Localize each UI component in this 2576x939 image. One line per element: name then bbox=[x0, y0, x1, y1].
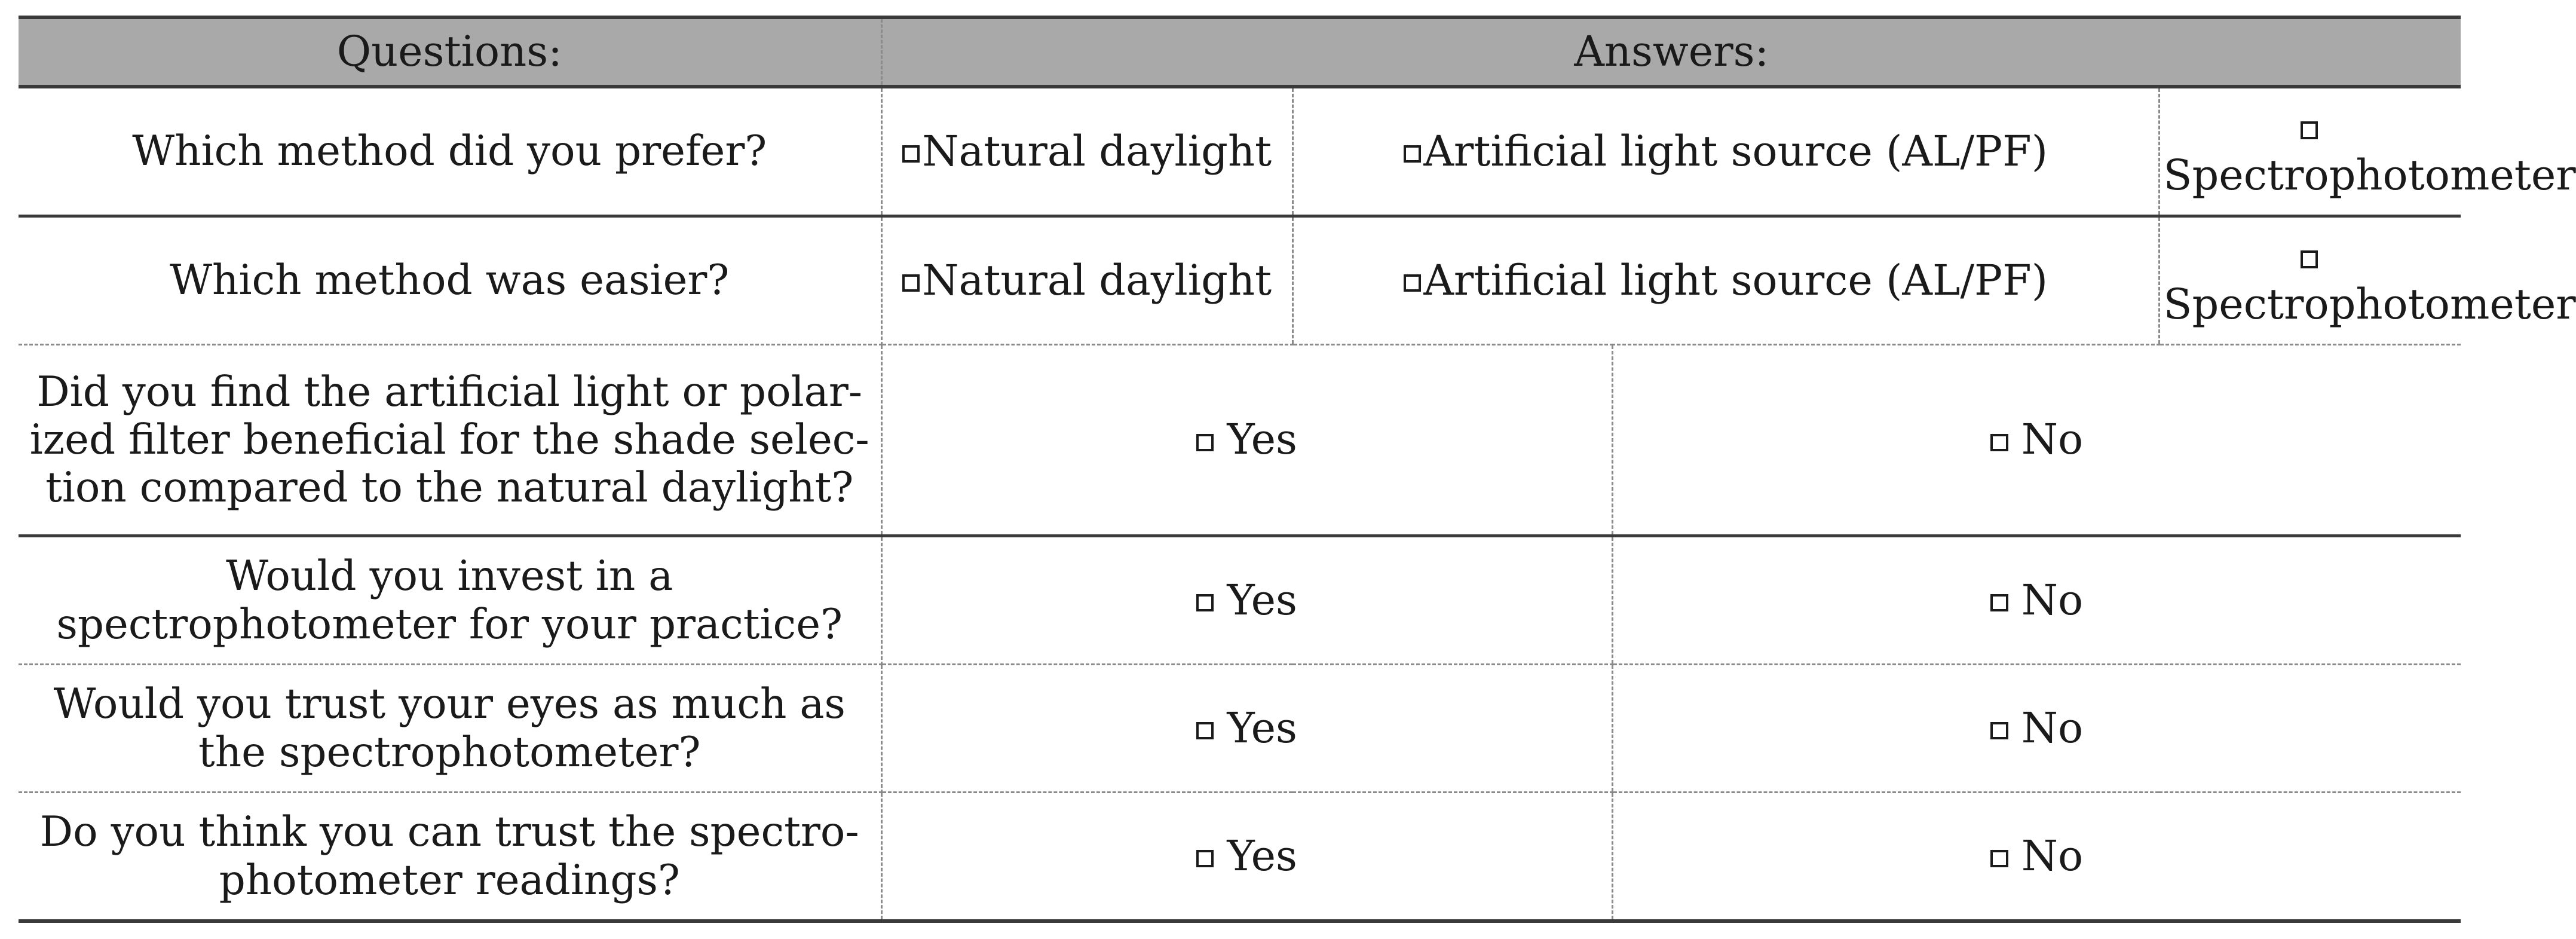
question-text: Do you think you can trust the spectro-photometer readings? bbox=[39, 808, 859, 904]
option-label: Artificial light source (AL/PF) bbox=[1423, 126, 2048, 176]
checkbox-icon[interactable] bbox=[1196, 594, 1214, 611]
answer-option-yes[interactable] bbox=[881, 665, 1612, 793]
option-label: No bbox=[2021, 703, 2084, 753]
answer-option-natural-daylight[interactable] bbox=[881, 216, 1292, 345]
option-label: Yes bbox=[1227, 703, 1297, 753]
questions-header: Questions: bbox=[19, 17, 881, 87]
checkbox-icon[interactable] bbox=[1404, 274, 1421, 292]
question-cell bbox=[19, 536, 881, 665]
checkbox-icon[interactable] bbox=[1196, 722, 1214, 739]
checkbox-icon[interactable] bbox=[2301, 250, 2318, 268]
checkbox-icon[interactable] bbox=[1196, 434, 1214, 451]
answer-option-no[interactable] bbox=[1612, 793, 2461, 922]
question-text: Would you trust your eyes as much as the spectrophotometer? bbox=[53, 680, 846, 776]
question-cell bbox=[19, 87, 881, 216]
table-row bbox=[19, 536, 2461, 665]
answer-option-artificial-light[interactable] bbox=[1292, 87, 2159, 216]
checkbox-icon[interactable] bbox=[1990, 850, 2008, 867]
checkbox-icon[interactable] bbox=[1990, 722, 2008, 739]
option-label: Natural daylight bbox=[922, 126, 1272, 176]
question-cell bbox=[19, 665, 881, 793]
table-row bbox=[19, 87, 2461, 216]
answer-option-no[interactable] bbox=[1612, 345, 2461, 536]
option-label: No bbox=[2021, 575, 2084, 625]
checkbox-icon[interactable] bbox=[1990, 594, 2008, 611]
option-label: No bbox=[2021, 415, 2084, 464]
survey-table bbox=[19, 16, 2576, 923]
answer-option-natural-daylight[interactable] bbox=[881, 87, 1292, 216]
question-text: Which method was easier? bbox=[170, 256, 730, 305]
table-row bbox=[19, 216, 2461, 345]
table-row bbox=[19, 665, 2461, 793]
checkbox-icon[interactable] bbox=[1196, 850, 1214, 867]
question-cell bbox=[19, 345, 881, 536]
checkbox-icon[interactable] bbox=[1990, 434, 2008, 451]
option-label: Spectrophotometer bbox=[2163, 279, 2576, 329]
table-row bbox=[19, 345, 2461, 536]
question-text: Would you invest in a spectrophotometer for your practice? bbox=[56, 552, 843, 649]
answer-option-yes[interactable] bbox=[881, 345, 1612, 536]
answer-option-spectrophotometer[interactable] bbox=[2159, 216, 2576, 345]
answer-option-spectrophotometer[interactable] bbox=[2159, 87, 2576, 216]
answer-option-yes[interactable] bbox=[881, 793, 1612, 922]
question-cell bbox=[19, 793, 881, 922]
option-label: No bbox=[2021, 831, 2084, 880]
answer-option-artificial-light[interactable] bbox=[1292, 216, 2159, 345]
option-label: Natural daylight bbox=[922, 255, 1272, 305]
checkbox-icon[interactable] bbox=[902, 274, 920, 292]
option-label: Spectrophotometer bbox=[2163, 150, 2576, 200]
option-label: Artificial light source (AL/PF) bbox=[1423, 255, 2048, 305]
question-cell bbox=[19, 216, 881, 345]
answer-option-yes[interactable] bbox=[881, 536, 1612, 665]
option-label: Yes bbox=[1227, 415, 1297, 464]
checkbox-icon[interactable] bbox=[1404, 145, 1421, 163]
checkbox-icon[interactable] bbox=[902, 145, 920, 163]
answer-option-no[interactable] bbox=[1612, 665, 2461, 793]
answer-option-no[interactable] bbox=[1612, 536, 2461, 665]
answers-header: Answers: bbox=[881, 17, 2461, 87]
question-text: Which method did you prefer? bbox=[132, 127, 767, 176]
table-row bbox=[19, 793, 2461, 922]
checkbox-icon[interactable] bbox=[2301, 121, 2318, 139]
header-row bbox=[19, 17, 2461, 87]
option-label: Yes bbox=[1227, 575, 1297, 625]
question-text: Did you find the artificial light or polar-ized filter beneficial for the shade selec-tion compared to the natural daylight? bbox=[29, 368, 869, 512]
option-label: Yes bbox=[1227, 831, 1297, 880]
